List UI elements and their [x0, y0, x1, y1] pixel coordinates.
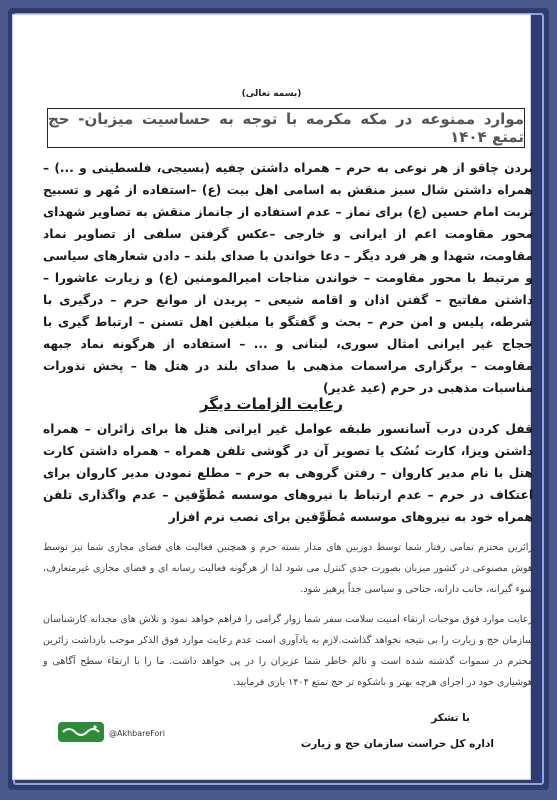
watermark-handle: @AkhbareFori — [109, 729, 165, 738]
page-title: موارد ممنوعه در مکه مکرمه با توجه به حساسیت میزبان- حج تمتع ۱۴۰۴ — [48, 110, 524, 146]
prohibited-items-paragraph: بردن چاقو از هر نوعی به حرم – همراه داشتن چفیه (بسیجی، فلسطینی و ...) – همراه داشتن شال سبز منقش به اسامی اهل بیت (ع) –استفاده از مُهر و تسبیح تربت امام حسین (ع) برای نماز – عدم استفاده از جانماز منقش به تصاویر شهدای محور مقاومت اعم از ایرانی و خارجی –عکس گرفتن سلفی از تصاویر نماد مقاومت، شهدا و هر فرد دیگر – دعا خواندن با صدای بلند – دادن شعارهای سیاسی و مرتبط با محور مقاومت – خواندن مناجات امیرالمومنین (ع) و زیارت عاشورا – داشتن مفاتیح – گفتن اذان و اقامه شیعی – پریدن از موانع حرم – درگیری با شرطه، پلیس و امن حرم – بحث و گفتگو با مبلغین اهل تسنن – ارتباط گیری با حجاج غیر ایرانی امثال سوری، لبنانی و ... – استفاده از هرگونه نماد جبهه مقاومت – برگزاری مراسمات مذهبی با صدای بلند در هتل ها – پخش نذورات مناسبات مذهبی در حرم (عید غدیر) — [43, 161, 533, 395]
document-page — [12, 14, 531, 780]
basmala: (بسمه تعالی) — [241, 89, 302, 99]
note-paragraph-1: زائرین محترم تمامی رفتار شما توسط دوربین های مدار بسته حرم و همچنین فعالیت های فضای مجازی شما نیز توسط هوش مصنوعی در کشور میزبان بصورت جدی کنترل می شود لذا از هرگونه فعالیت رسانه ای و فضای مجازی غیرمتعارف، سوء گیرانه، جانب دارانه، جناحی و سیاسی جداً پرهیز شود. — [43, 542, 533, 595]
signature-office: اداره کل حراست سازمان حج و زیارت — [300, 738, 494, 750]
title-box — [47, 108, 525, 148]
section-heading: رعایت الزامات دیگر — [199, 395, 344, 413]
signature-thanks: با تشکر — [431, 712, 470, 724]
news-logo-icon — [57, 719, 105, 745]
requirements-paragraph: قفل کردن درب آسانسور طبقه عوامل غیر ایرانی هتل ها برای زائران – همراه داشتن ویزا، کارت نُسُک یا تصویر آن در گوشی تلفن همراه – همراه داشتن کارت هتل با نام مدیر کاروان – رفتن گروهی به حرم – مطلع نمودن مدیر کاروان برای اعتکاف در حرم – عدم ارتباط با نیروهای موسسه مُطَوِّفین – عدم واگذاری تلفن همراه خود به نیروهای موسسه مُطَوِّفین برای نصب نرم افزار — [43, 422, 533, 524]
note-paragraph-2: رعایت موارد فوق موجبات ارتقاء امنیت سلامت سفر شما زوار گرامی را فراهم خواهد نمود و تلاش های مجدانه کارشناسان سازمان حج و زیارت را بی نتیجه نخواهد گذاشت.لازم به یادآوری است عدم رعایت موارد فوق الذکر موجب بازداشت زائرین محترم در سموات گذشته شده است و تالم خاطر شما عزیزان را در پی خواهد داشت. ما را با ارتقاء سطح آگاهی و هوشیاری خود در اجرای هرچه بهتر و باشکوه تر حج تمتع ۱۴۰۴ یاری فرمایید. — [43, 614, 533, 688]
